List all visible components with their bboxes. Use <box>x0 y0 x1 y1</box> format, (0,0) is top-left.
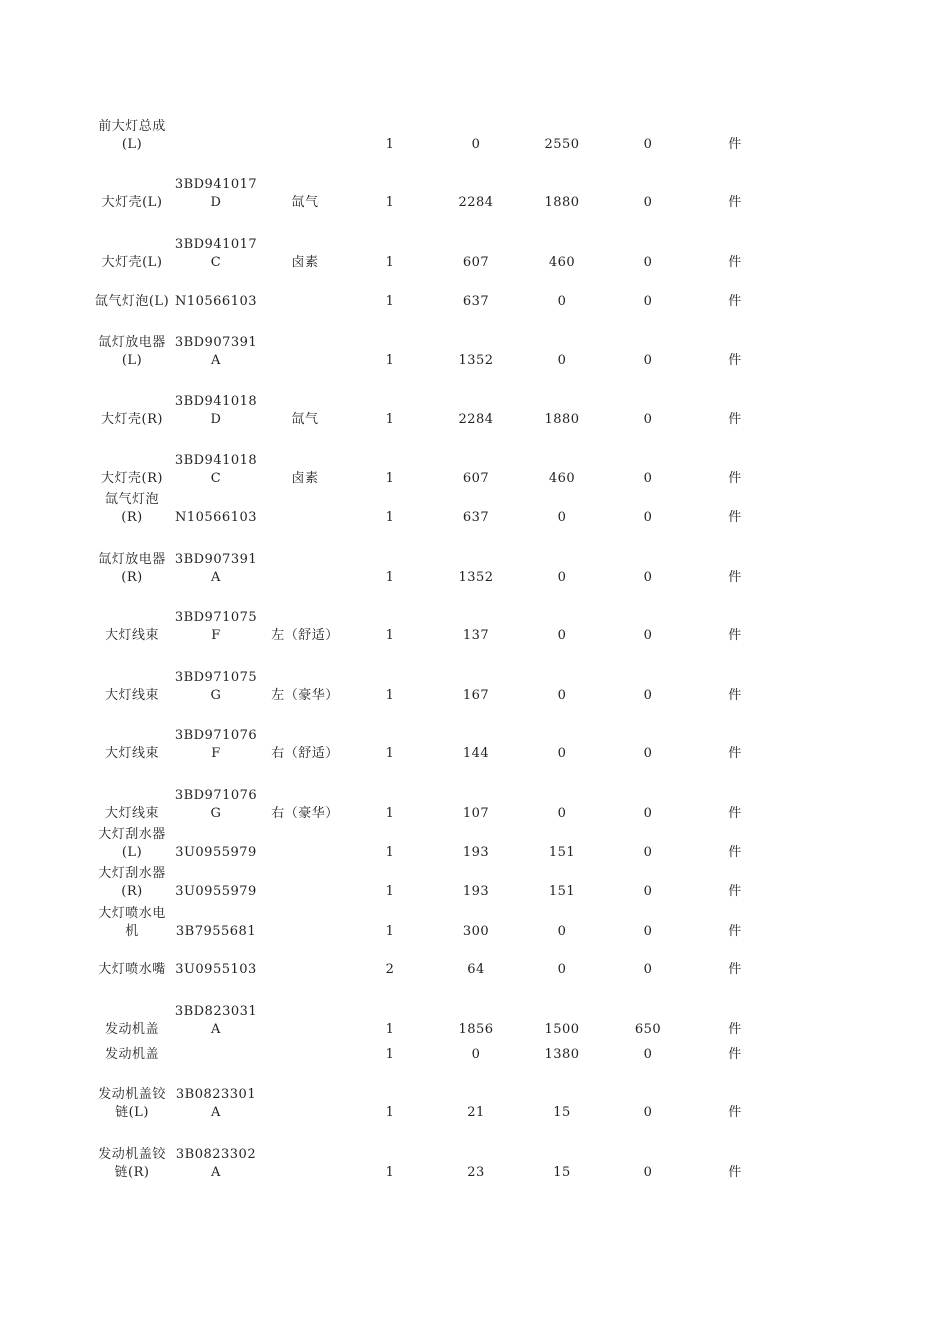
part-code-cell: 3BD971075 F <box>174 610 258 643</box>
part-name-cell: 发动机盖 <box>104 1022 159 1037</box>
part-name-cell: 大灯线束 <box>104 806 159 821</box>
price-cell: 2284 <box>458 412 494 427</box>
quantity-cell: 1 <box>385 570 395 585</box>
price-cell: 0 <box>643 628 653 643</box>
part-note-cell: 左（豪华） <box>271 688 339 703</box>
price-cell: 0 <box>643 1165 653 1180</box>
unit-cell: 件 <box>728 137 742 152</box>
part-code-cell: 3BD941018 C <box>174 453 258 486</box>
price-cell: 0 <box>643 510 653 525</box>
part-name-cell: 大灯壳(R) <box>101 471 163 486</box>
unit-cell: 件 <box>728 962 742 977</box>
unit-cell: 件 <box>728 255 742 270</box>
part-note-cell: 右（豪华） <box>271 806 339 821</box>
price-cell: 0 <box>643 806 653 821</box>
price-cell: 1380 <box>544 1047 580 1062</box>
price-cell: 0 <box>557 353 567 368</box>
price-cell: 460 <box>548 255 576 270</box>
price-cell: 1352 <box>458 570 494 585</box>
unit-cell: 件 <box>728 195 742 210</box>
price-cell: 1856 <box>458 1022 494 1037</box>
unit-cell: 件 <box>728 471 742 486</box>
price-cell: 300 <box>462 924 490 939</box>
part-name-cell: 大灯壳(R) <box>101 412 163 427</box>
part-name-cell: 发动机盖铰 链(R) <box>98 1147 166 1180</box>
part-name-cell: 大灯喷水电 机 <box>98 906 166 939</box>
quantity-cell: 1 <box>385 510 395 525</box>
part-code-cell: 3BD907391 A <box>174 335 258 368</box>
price-cell: 0 <box>557 570 567 585</box>
part-code-cell: 3U0955979 <box>175 845 257 860</box>
part-code-cell: 3B7955681 <box>175 924 257 939</box>
part-note-cell: 卤素 <box>291 255 319 270</box>
quantity-cell: 1 <box>385 294 395 309</box>
price-cell: 0 <box>643 570 653 585</box>
unit-cell: 件 <box>728 412 742 427</box>
price-cell: 0 <box>557 962 567 977</box>
price-cell: 1352 <box>458 353 494 368</box>
part-code-cell: 3BD971076 F <box>174 728 258 761</box>
part-name-cell: 大灯壳(L) <box>101 195 163 210</box>
price-cell: 23 <box>467 1165 485 1180</box>
price-cell: 137 <box>462 628 490 643</box>
price-cell: 1500 <box>544 1022 580 1037</box>
price-cell: 0 <box>643 412 653 427</box>
quantity-cell: 2 <box>385 962 395 977</box>
price-cell: 0 <box>557 924 567 939</box>
unit-cell: 件 <box>728 845 742 860</box>
unit-cell: 件 <box>728 884 742 899</box>
price-cell: 15 <box>553 1105 571 1120</box>
part-code-cell: 3BD823031 A <box>174 1004 258 1037</box>
price-cell: 193 <box>462 845 490 860</box>
unit-cell: 件 <box>728 1022 742 1037</box>
part-code-cell: 3BD941017 C <box>174 237 258 270</box>
quantity-cell: 1 <box>385 195 395 210</box>
price-cell: 21 <box>467 1105 485 1120</box>
unit-cell: 件 <box>728 1105 742 1120</box>
part-name-cell: 氙气灯泡 (R) <box>104 492 159 525</box>
price-cell: 151 <box>548 845 576 860</box>
quantity-cell: 1 <box>385 628 395 643</box>
unit-cell: 件 <box>728 688 742 703</box>
part-name-cell: 大灯壳(L) <box>101 255 163 270</box>
part-name-cell: 氙气灯泡(L) <box>94 294 170 309</box>
price-cell: 460 <box>548 471 576 486</box>
unit-cell: 件 <box>728 1047 742 1062</box>
part-name-cell: 大灯喷水嘴 <box>98 962 166 977</box>
unit-cell: 件 <box>728 628 742 643</box>
part-note-cell: 卤素 <box>291 471 319 486</box>
part-code-cell: 3B0823302 A <box>175 1147 257 1180</box>
part-note-cell: 左（舒适） <box>271 628 339 643</box>
part-name-cell: 氙灯放电器 (R) <box>98 552 166 585</box>
quantity-cell: 1 <box>385 806 395 821</box>
price-cell: 0 <box>643 962 653 977</box>
price-cell: 0 <box>557 688 567 703</box>
price-cell: 0 <box>643 353 653 368</box>
price-cell: 1880 <box>544 412 580 427</box>
quantity-cell: 1 <box>385 412 395 427</box>
part-code-cell: 3BD907391 A <box>174 552 258 585</box>
part-name-cell: 大灯刮水器 (R) <box>98 866 166 899</box>
price-cell: 0 <box>557 294 567 309</box>
part-code-cell: 3U0955979 <box>175 884 257 899</box>
price-cell: 0 <box>643 471 653 486</box>
part-name-cell: 大灯线束 <box>104 628 159 643</box>
unit-cell: 件 <box>728 924 742 939</box>
price-cell: 167 <box>462 688 490 703</box>
price-cell: 0 <box>557 806 567 821</box>
part-name-cell: 发动机盖铰 链(L) <box>98 1087 166 1120</box>
quantity-cell: 1 <box>385 137 395 152</box>
unit-cell: 件 <box>728 806 742 821</box>
quantity-cell: 1 <box>385 1047 395 1062</box>
part-code-cell: 3U0955103 <box>175 962 257 977</box>
price-cell: 64 <box>467 962 485 977</box>
price-cell: 2550 <box>544 137 580 152</box>
price-cell: 2284 <box>458 195 494 210</box>
price-cell: 0 <box>557 628 567 643</box>
unit-cell: 件 <box>728 570 742 585</box>
price-cell: 0 <box>643 255 653 270</box>
price-cell: 107 <box>462 806 490 821</box>
price-cell: 15 <box>553 1165 571 1180</box>
price-cell: 0 <box>643 137 653 152</box>
price-cell: 607 <box>462 471 490 486</box>
price-cell: 0 <box>643 884 653 899</box>
part-code-cell: 3B0823301 A <box>175 1087 257 1120</box>
price-cell: 607 <box>462 255 490 270</box>
price-cell: 193 <box>462 884 490 899</box>
price-cell: 0 <box>471 137 481 152</box>
quantity-cell: 1 <box>385 471 395 486</box>
part-note-cell: 右（舒适） <box>271 746 339 761</box>
part-code-cell: N10566103 <box>174 510 258 525</box>
quantity-cell: 1 <box>385 255 395 270</box>
quantity-cell: 1 <box>385 1165 395 1180</box>
price-cell: 637 <box>462 294 490 309</box>
unit-cell: 件 <box>728 1165 742 1180</box>
part-name-cell: 大灯刮水器 (L) <box>98 827 166 860</box>
part-name-cell: 大灯线束 <box>104 746 159 761</box>
part-note-cell: 氙气 <box>291 195 319 210</box>
price-cell: 0 <box>643 1047 653 1062</box>
price-cell: 0 <box>643 845 653 860</box>
price-cell: 0 <box>643 294 653 309</box>
quantity-cell: 1 <box>385 884 395 899</box>
price-cell: 151 <box>548 884 576 899</box>
part-name-cell: 前大灯总成 (L) <box>98 119 166 152</box>
price-cell: 0 <box>643 746 653 761</box>
part-code-cell: 3BD941017 D <box>174 177 258 210</box>
price-cell: 650 <box>634 1022 662 1037</box>
price-cell: 0 <box>643 688 653 703</box>
price-cell: 0 <box>557 746 567 761</box>
price-cell: 0 <box>471 1047 481 1062</box>
quantity-cell: 1 <box>385 746 395 761</box>
quantity-cell: 1 <box>385 845 395 860</box>
quantity-cell: 1 <box>385 353 395 368</box>
part-name-cell: 发动机盖 <box>104 1047 159 1062</box>
part-code-cell: N10566103 <box>174 294 258 309</box>
price-cell: 0 <box>643 924 653 939</box>
part-name-cell: 氙灯放电器 (L) <box>98 335 166 368</box>
price-cell: 144 <box>462 746 490 761</box>
quantity-cell: 1 <box>385 1105 395 1120</box>
quantity-cell: 1 <box>385 1022 395 1037</box>
quantity-cell: 1 <box>385 688 395 703</box>
part-code-cell: 3BD971075 G <box>174 670 258 703</box>
unit-cell: 件 <box>728 294 742 309</box>
price-cell: 637 <box>462 510 490 525</box>
part-name-cell: 大灯线束 <box>104 688 159 703</box>
quantity-cell: 1 <box>385 924 395 939</box>
unit-cell: 件 <box>728 746 742 761</box>
price-cell: 1880 <box>544 195 580 210</box>
part-code-cell: 3BD941018 D <box>174 394 258 427</box>
price-cell: 0 <box>643 195 653 210</box>
unit-cell: 件 <box>728 510 742 525</box>
part-note-cell: 氙气 <box>291 412 319 427</box>
unit-cell: 件 <box>728 353 742 368</box>
price-cell: 0 <box>557 510 567 525</box>
part-code-cell: 3BD971076 G <box>174 788 258 821</box>
price-cell: 0 <box>643 1105 653 1120</box>
